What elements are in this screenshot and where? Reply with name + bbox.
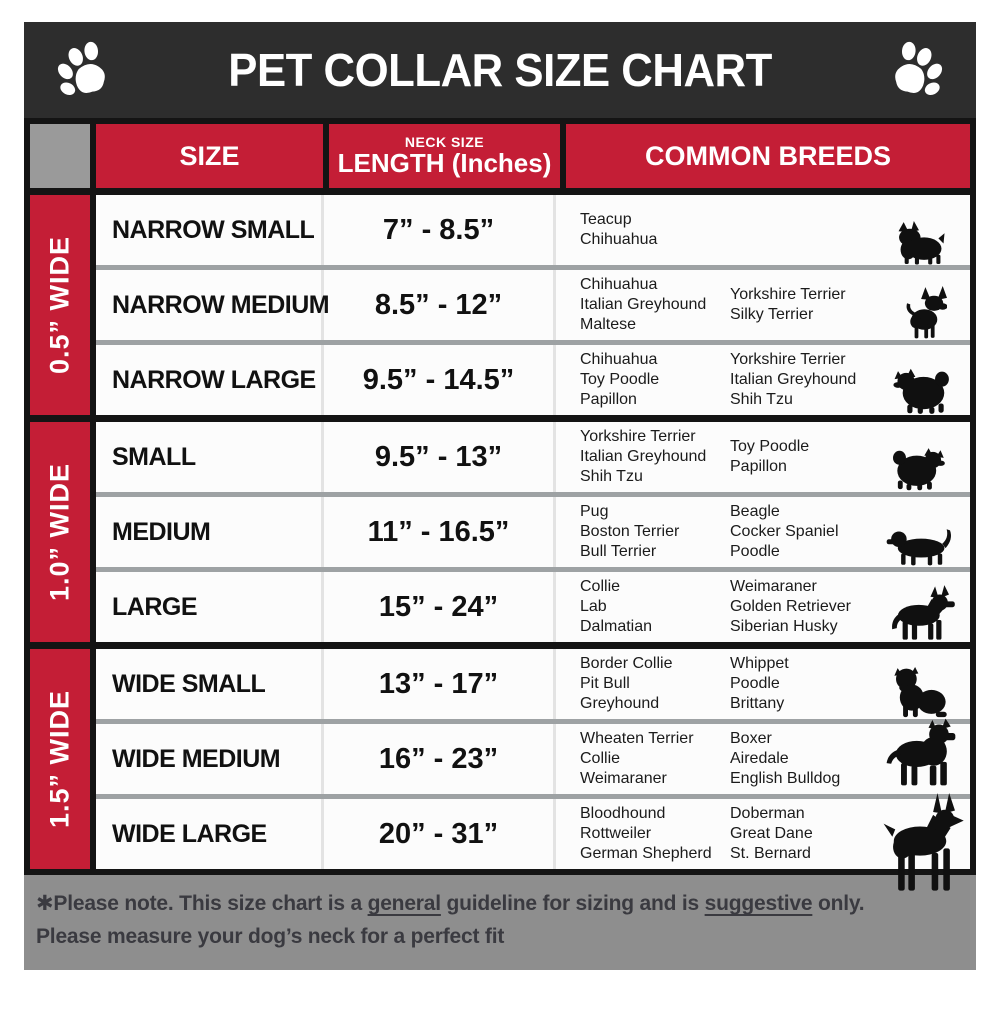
breeds-column-1 xyxy=(580,275,730,335)
table-header-row xyxy=(30,124,970,188)
breed: Rottweiler xyxy=(580,825,652,842)
breed: Brittany xyxy=(730,695,785,712)
breed: Weimaraner xyxy=(730,578,817,595)
length-cell: 20” - 31” xyxy=(324,799,556,869)
dog-icon-slot xyxy=(870,422,970,492)
breed: Yorkshire Terrier xyxy=(580,428,696,445)
length-cell: 15” - 24” xyxy=(324,572,556,642)
breed: Wheaten Terrier xyxy=(580,730,694,747)
table-row-wide-large xyxy=(96,799,970,869)
size-chart-table xyxy=(24,118,976,875)
width-group-1-0 xyxy=(30,422,970,642)
table-row-narrow-medium xyxy=(96,270,970,340)
size-cell: MEDIUM xyxy=(96,497,324,567)
size-cell: WIDE LARGE xyxy=(96,799,324,869)
width-group-label-1-5: 1.5” WIDE xyxy=(30,649,90,869)
breeds-column-1 xyxy=(580,804,730,864)
breed: Papillon xyxy=(580,391,637,408)
footnote-line-1 xyxy=(36,887,966,920)
title-bar xyxy=(24,22,976,118)
column-header-neck-length xyxy=(329,124,560,188)
size-cell: SMALL xyxy=(96,422,324,492)
size-cell: NARROW SMALL xyxy=(96,195,324,265)
breed: Bloodhound xyxy=(580,805,666,822)
breed: Siberian Husky xyxy=(730,618,838,635)
breeds-cell xyxy=(556,270,970,340)
table-row-narrow-large xyxy=(96,345,970,415)
breed: Boston Terrier xyxy=(580,523,680,540)
beagle-icon xyxy=(886,517,954,567)
length-cell: 11” - 16.5” xyxy=(324,497,556,567)
dog-icon-slot xyxy=(870,572,970,642)
paw-print-icon xyxy=(52,41,114,99)
pomeranian-icon xyxy=(891,363,949,415)
breed: Beagle xyxy=(730,503,780,520)
width-group-1-5 xyxy=(30,649,970,869)
breeds-column-1 xyxy=(580,350,730,410)
dog-icon-slot xyxy=(870,497,970,567)
column-header-size xyxy=(96,124,323,188)
footnote-underlined-suggestive: suggestive xyxy=(704,892,813,915)
pekingese-icon xyxy=(893,442,947,492)
breeds-column-1 xyxy=(580,577,730,637)
footnote-underlined-general: general xyxy=(367,892,441,915)
breed: Boxer xyxy=(730,730,772,747)
breed: Golden Retriever xyxy=(730,598,851,615)
breeds-column-2 xyxy=(730,285,870,325)
breed: Bull Terrier xyxy=(580,543,657,560)
breed: Teacup xyxy=(580,211,632,228)
chihuahua-icon xyxy=(893,286,947,340)
paw-print-icon xyxy=(886,41,948,99)
breed: Chihuahua xyxy=(580,351,658,368)
breed: Dalmatian xyxy=(580,618,653,635)
breed: Maltese xyxy=(580,316,637,333)
length-cell: 16” - 23” xyxy=(324,724,556,794)
breed: Pit Bull xyxy=(580,675,630,692)
breeds-cell xyxy=(556,422,970,492)
yorkshire-terrier-icon xyxy=(894,219,946,265)
breed: Doberman xyxy=(730,805,805,822)
dog-icon-slot xyxy=(870,649,970,719)
doberman-icon xyxy=(876,793,964,895)
breed: Poodle xyxy=(730,543,780,560)
breeds-column-2 xyxy=(730,577,870,637)
breeds-column-1 xyxy=(580,729,730,789)
breed: Yorkshire Terrier xyxy=(730,286,846,303)
length-cell: 9.5” - 14.5” xyxy=(324,345,556,415)
column-header-size-label: SIZE xyxy=(179,140,240,171)
dog-icon-slot xyxy=(870,724,970,794)
breed: Greyhound xyxy=(580,695,660,712)
breeds-cell xyxy=(556,345,970,415)
width-group-0-5 xyxy=(30,195,970,415)
footnote-line-2: Please measure your dog’s neck for a perfect fit xyxy=(36,925,505,948)
breed: Collie xyxy=(580,578,621,595)
table-row-wide-small xyxy=(96,649,970,719)
dog-icon-slot xyxy=(870,195,970,265)
breeds-column-2 xyxy=(730,350,870,410)
breed: Great Dane xyxy=(730,825,813,842)
breeds-cell xyxy=(556,572,970,642)
breed: Cocker Spaniel xyxy=(730,523,839,540)
breeds-cell xyxy=(556,724,970,794)
corner-cell xyxy=(30,124,90,188)
breed: Toy Poodle xyxy=(580,371,660,388)
footnote-text: guideline for sizing and is xyxy=(440,892,705,915)
breed: Chihuahua xyxy=(580,276,658,293)
breed: Shih Tzu xyxy=(580,468,643,485)
breed: Yorkshire Terrier xyxy=(730,351,846,368)
breed: Silky Terrier xyxy=(730,306,814,323)
footnote-text: ✱Please note. This size chart is a xyxy=(36,892,368,915)
breed: Collie xyxy=(580,750,621,767)
breed: Border Collie xyxy=(580,655,673,672)
footnote-text: only. xyxy=(812,892,865,915)
breed: Italian Greyhound xyxy=(580,448,707,465)
breeds-column-1 xyxy=(580,654,730,714)
breed: Papillon xyxy=(730,458,787,475)
breeds-column-1 xyxy=(580,427,730,487)
size-cell: LARGE xyxy=(96,572,324,642)
size-cell: NARROW LARGE xyxy=(96,345,324,415)
column-header-neck-size-label: NECK SIZE xyxy=(404,134,485,150)
breed: Pug xyxy=(580,503,609,520)
table-row-medium xyxy=(96,497,970,567)
breeds-column-1 xyxy=(580,502,730,562)
breeds-cell xyxy=(556,497,970,567)
breed: Shih Tzu xyxy=(730,391,793,408)
breed: St. Bernard xyxy=(730,845,811,862)
size-cell: WIDE SMALL xyxy=(96,649,324,719)
column-header-breeds xyxy=(566,124,970,188)
breed: Whippet xyxy=(730,655,789,672)
breed: English Bulldog xyxy=(730,770,841,787)
breed: Italian Greyhound xyxy=(730,371,857,388)
table-row-small xyxy=(96,422,970,492)
breed: Poodle xyxy=(730,675,780,692)
pit-bull-icon xyxy=(884,710,956,794)
dog-icon-slot xyxy=(870,799,970,869)
dog-icon-slot xyxy=(870,270,970,340)
size-cell: NARROW MEDIUM xyxy=(96,270,324,340)
german-shepherd-icon xyxy=(885,584,955,642)
size-cell: WIDE MEDIUM xyxy=(96,724,324,794)
breed: Toy Poodle xyxy=(730,438,810,455)
pet-collar-size-chart-page xyxy=(0,22,1000,1022)
dog-icon-slot xyxy=(870,345,970,415)
page-title: PET COLLAR SIZE CHART xyxy=(228,44,772,96)
length-cell: 8.5” - 12” xyxy=(324,270,556,340)
breed: German Shepherd xyxy=(580,845,712,862)
width-group-label-0-5: 0.5” WIDE xyxy=(30,195,90,415)
length-cell: 13” - 17” xyxy=(324,649,556,719)
breeds-cell xyxy=(556,799,970,869)
table-row-wide-medium xyxy=(96,724,970,794)
length-cell: 9.5” - 13” xyxy=(324,422,556,492)
breeds-column-2 xyxy=(730,502,870,562)
table-row-narrow-small xyxy=(96,195,970,265)
breeds-column-2 xyxy=(730,654,870,714)
breeds-cell xyxy=(556,649,970,719)
breeds-cell xyxy=(556,195,970,265)
breeds-column-1 xyxy=(580,210,730,250)
breeds-column-2 xyxy=(730,804,870,864)
breeds-column-2 xyxy=(730,729,870,789)
width-group-label-1-0: 1.0” WIDE xyxy=(30,422,90,642)
breed: Lab xyxy=(580,598,607,615)
breed: Chihuahua xyxy=(580,231,658,248)
column-header-breeds-label: COMMON BREEDS xyxy=(644,140,891,171)
breeds-column-2 xyxy=(730,437,870,477)
breed: Italian Greyhound xyxy=(580,296,707,313)
footnote-bar xyxy=(24,875,976,970)
table-row-large xyxy=(96,572,970,642)
column-header-length-label: LENGTH (Inches) xyxy=(337,148,552,178)
length-cell: 7” - 8.5” xyxy=(324,195,556,265)
breed: Weimaraner xyxy=(580,770,667,787)
breed: Airedale xyxy=(730,750,789,767)
